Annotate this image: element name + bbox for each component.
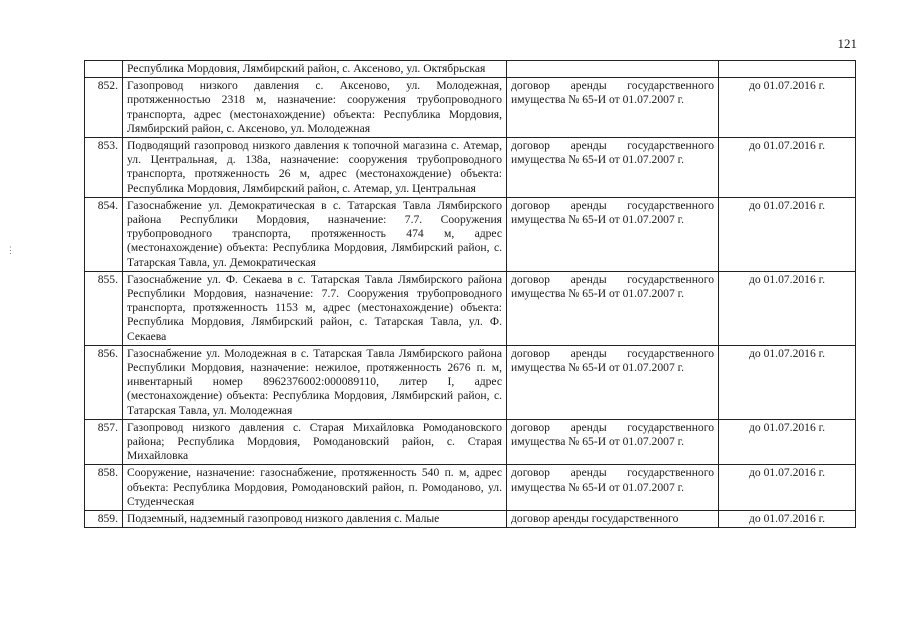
- row-number: 855.: [85, 271, 123, 345]
- basis-document: договор аренды государственного имущества № 65-И от 01.07.2007 г.: [507, 138, 719, 198]
- basis-document: договор аренды государственного имущества № 65-И от 01.07.2007 г.: [507, 345, 719, 419]
- term-date: до 01.07.2016 г.: [719, 345, 856, 419]
- term-date: до 01.07.2016 г.: [719, 271, 856, 345]
- object-description: Газопровод низкого давления с. Аксеново, ул. Молодежная, протяженностью 2318 м, назначение: сооружения трубопроводного транспорта, адрес (местонахождение) объекта: Республика Мордовия, Лямбирский район, с. Аксеново, ул. Молодежная: [123, 78, 507, 138]
- row-number: 856.: [85, 345, 123, 419]
- basis-document: [507, 61, 719, 78]
- term-date: до 01.07.2016 г.: [719, 138, 856, 198]
- table-row: [85, 271, 856, 345]
- table-row: [85, 78, 856, 138]
- row-number: 854.: [85, 197, 123, 271]
- row-number: 858.: [85, 465, 123, 511]
- term-date: до 01.07.2016 г.: [719, 511, 856, 528]
- page-number: 121: [837, 36, 857, 51]
- basis-document: договор аренды государственного имущества № 65-И от 01.07.2007 г.: [507, 465, 719, 511]
- table-row: [85, 511, 856, 528]
- property-table: [84, 60, 856, 528]
- basis-document: договор аренды государственного имущества № 65-И от 01.07.2007 г.: [507, 78, 719, 138]
- row-number: 853.: [85, 138, 123, 198]
- object-description: Газоснабжение ул. Молодежная в с. Татарская Тавла Лямбирского района Республики Мордовия, назначение: нежилое, протяженность 2676 п. м, инвентарный номер 8962376002:000089110, литер I, адрес (местонахождение) объекта: Республика Мордовия, Лямбирский район, с. Татарская Тавла, ул. Молодежная: [123, 345, 507, 419]
- term-date: до 01.07.2016 г.: [719, 419, 856, 465]
- object-description: Подводящий газопровод низкого давления к топочной магазина с. Атемар, ул. Центральная, д. 138а, назначение: сооружения трубопроводного транспорта, протяженность 26 м, адрес (местонахождение) объекта: Республика Мордовия, Лямбирский район, с. Атемар, ул. Центральная: [123, 138, 507, 198]
- basis-document: договор аренды государственного: [507, 511, 719, 528]
- term-date: до 01.07.2016 г.: [719, 78, 856, 138]
- table-row: [85, 138, 856, 198]
- row-number: 852.: [85, 78, 123, 138]
- object-description: Республика Мордовия, Лямбирский район, с. Аксеново, ул. Октябрьская: [123, 61, 507, 78]
- term-date: до 01.07.2016 г.: [719, 197, 856, 271]
- table-row: [85, 465, 856, 511]
- table-row: [85, 419, 856, 465]
- table-row: [85, 345, 856, 419]
- object-description: Газоснабжение ул. Демократическая в с. Татарская Тавла Лямбирского района Республики Мордовия, назначение: 7.7. Сооружения трубопроводного транспорта, протяженность 474 м, адрес (местонахождение) объекта: Республика Мордовия, Лямбирский район, с. Татарская Тавла, ул. Демократическая: [123, 197, 507, 271]
- row-number: [85, 61, 123, 78]
- basis-document: договор аренды государственного имущества № 65-И от 01.07.2007 г.: [507, 419, 719, 465]
- term-date: до 01.07.2016 г.: [719, 465, 856, 511]
- object-description: Газопровод низкого давления с. Старая Михайловка Ромодановского района; Республика Мордовия, Ромодановский район, с. Старая Михайловка: [123, 419, 507, 465]
- margin-mark: ⋮: [6, 245, 15, 255]
- basis-document: договор аренды государственного имущества № 65-И от 01.07.2007 г.: [507, 197, 719, 271]
- term-date: [719, 61, 856, 78]
- row-number: 859.: [85, 511, 123, 528]
- object-description: Газоснабжение ул. Ф. Секаева в с. Татарская Тавла Лямбирского района Республики Мордовия, назначение: 7.7. Сооружения трубопроводного транспорта, протяженность 1153 м, адрес (местонахождение) объекта: Республика Мордовия, Лямбирский район, с. Татарская Тавла, ул. Ф. Секаева: [123, 271, 507, 345]
- object-description: Подземный, надземный газопровод низкого давления с. Малые: [123, 511, 507, 528]
- object-description: Сооружение, назначение: газоснабжение, протяженность 540 п. м, адрес объекта: Республика Мордовия, Ромодановский район, п. Ромоданово, ул. Студенческая: [123, 465, 507, 511]
- table-row: [85, 61, 856, 78]
- basis-document: договор аренды государственного имущества № 65-И от 01.07.2007 г.: [507, 271, 719, 345]
- row-number: 857.: [85, 419, 123, 465]
- table-row: [85, 197, 856, 271]
